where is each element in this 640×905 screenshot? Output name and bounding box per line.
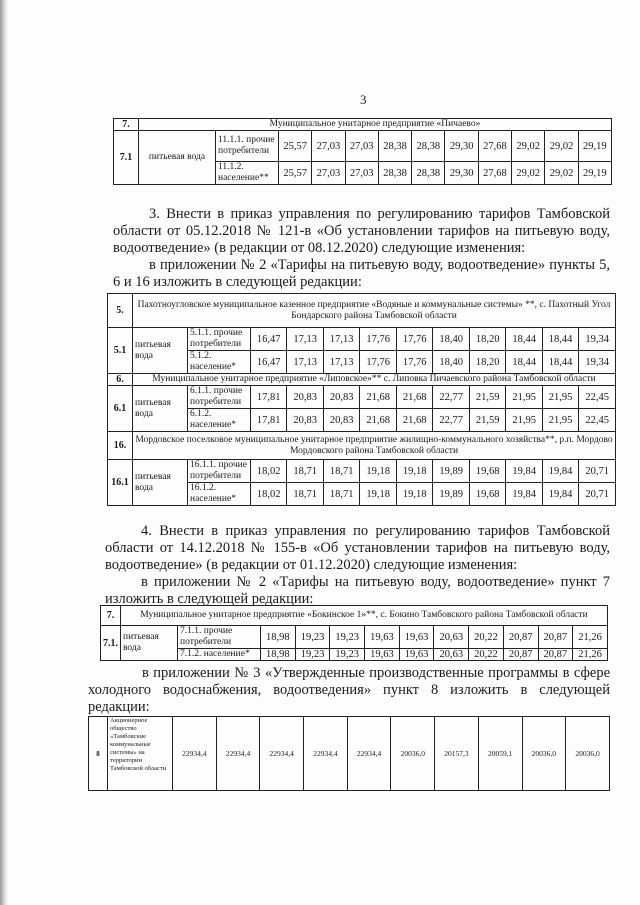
water-type-label: питьевая вода: [121, 626, 178, 661]
tariff-cell: 20,71: [579, 483, 616, 506]
tariff-cell: 17,76: [360, 351, 396, 374]
tariff-cell: 27,68: [478, 162, 511, 185]
tariff-cell: 27,03: [345, 162, 378, 185]
program-value-cell: 20036,0: [566, 717, 610, 791]
tariff-cell: 19,84: [506, 483, 542, 506]
tariff-cell: 21,68: [360, 409, 396, 432]
tariff-cell: 20,83: [323, 386, 359, 409]
tariff-cell: 18,40: [433, 351, 469, 374]
tariff-cell: 18,71: [287, 460, 323, 483]
tariff-cell: 17,76: [360, 328, 396, 351]
tariff-cell: 18,44: [542, 351, 578, 374]
tariff-cell: 22,77: [433, 409, 469, 432]
tariff-cell: 17,81: [251, 409, 287, 432]
table-row-index: 5.: [108, 294, 133, 328]
tariff-cell: 20,87: [503, 626, 538, 649]
consumer-category-label: 5.1.2. население*: [188, 351, 251, 374]
tariff-cell: 21,95: [506, 386, 542, 409]
consumer-category-label: 11.1.1. прочие потребители: [216, 131, 279, 162]
tariff-cell: 21,68: [360, 386, 396, 409]
tariff-cell: 18,40: [433, 328, 469, 351]
tariff-cell: 22,77: [433, 386, 469, 409]
tariff-cell: 21,95: [506, 409, 542, 432]
tariff-cell: 22,45: [579, 409, 616, 432]
tariff-table-bokinskoe: [100, 605, 608, 661]
tariff-cell: 19,23: [330, 626, 365, 649]
tariff-cell: 18,98: [261, 626, 296, 649]
tariff-cell: 29,19: [578, 131, 611, 162]
tariff-cell: 29,02: [512, 131, 545, 162]
tariff-cell: 17,76: [396, 351, 432, 374]
tariff-cell: 16,47: [251, 328, 287, 351]
program-value-cell: 20059,1: [478, 717, 522, 791]
organization-header: Муниципальное унитарное предприятие «Липовское»** с. Липовка Пичаевского района Тамбовской области: [133, 374, 616, 386]
tariff-cell: 19,23: [330, 649, 365, 661]
tariff-cell: 20,63: [434, 649, 469, 661]
tariff-cell: 28,38: [378, 131, 411, 162]
organization-header: Мордовское поселковое муниципальное унитарное предприятие жилищно-коммунального хозяйства**, р.п. Мордово Мордовского района Тамбовской области: [133, 432, 616, 460]
tariff-cell: 29,02: [512, 162, 545, 185]
table-row-index: 6.: [108, 374, 133, 386]
tariff-cell: 19,18: [396, 460, 432, 483]
tariff-cell: 17,13: [323, 351, 359, 374]
tariff-cell: 20,71: [579, 460, 616, 483]
tariff-cell: 19,23: [295, 649, 330, 661]
program-value-cell: 22934,4: [173, 717, 217, 791]
table-row-index: 7.1: [114, 131, 139, 185]
paragraph-3-text: 3. Внести в приказ управления по регулированию тарифов Тамбовской области от 05.12.2018 № 121-в «Об установлении тарифов на питьевую воду, водоотведение» (в редакции от 08.12.2020) следующие изменения:: [113, 206, 610, 256]
tariff-cell: 18,44: [542, 328, 578, 351]
tariff-cell: 17,13: [287, 328, 323, 351]
water-type-label: питьевая вода: [133, 328, 188, 374]
table-row-index: 7.1.: [101, 626, 121, 661]
consumer-category-label: 6.1.1. прочие потребители: [188, 386, 251, 409]
water-type-label: питьевая вода: [139, 131, 216, 185]
tariff-cell: 29,30: [445, 162, 478, 185]
tariff-cell: 22,45: [579, 386, 616, 409]
paragraph-5-text: в приложении № 3 «Утвержденные производственные программы в сфере холодного водоснабжения, водоотведения» пункт 8 изложить в следующей редакции:: [88, 665, 610, 715]
tariff-cell: 21,68: [396, 409, 432, 432]
program-value-cell: 20157,3: [435, 717, 479, 791]
tariff-cell: 19,18: [360, 483, 396, 506]
tariff-cell: 21,26: [573, 649, 608, 661]
organization-name: Акционерное общество «Тамбовские коммунальные системы» на территории Тамбовской области: [108, 717, 173, 791]
tariff-cell: 21,59: [469, 409, 505, 432]
tariff-cell: 19,84: [542, 483, 578, 506]
paragraph-3-subtext: в приложении № 2 «Тарифы на питьевую воду, водоотведение» пункты 5, 6 и 16 изложить в следующей редакции:: [113, 257, 610, 290]
tariff-cell: 19,89: [433, 483, 469, 506]
page-number: 3: [360, 92, 367, 107]
tariff-cell: 18,02: [251, 483, 287, 506]
tariff-table-5-6-16: [107, 293, 616, 506]
tariff-cell: 21,59: [469, 386, 505, 409]
tariff-cell: 18,20: [469, 351, 505, 374]
tariff-cell: 27,68: [478, 131, 511, 162]
tariff-cell: 28,38: [412, 131, 445, 162]
tariff-cell: 19,34: [579, 351, 616, 374]
tariff-cell: 20,83: [323, 409, 359, 432]
tariff-cell: 19,18: [396, 483, 432, 506]
tariff-cell: 20,87: [538, 649, 573, 661]
program-value-cell: 20036,0: [391, 717, 435, 791]
paragraph-4-subtext: в приложении № 2 «Тарифы на питьевую воду, водоотведение» пункт 7 изложить в следующей редакции:: [105, 574, 610, 607]
table-row-index: 5.1: [108, 328, 133, 374]
tariff-cell: 21,95: [542, 409, 578, 432]
tariff-cell: 20,87: [538, 626, 573, 649]
consumer-category-label: 5.1.1. прочие потребители: [188, 328, 251, 351]
tariff-cell: 21,68: [396, 386, 432, 409]
tariff-cell: 29,02: [545, 162, 578, 185]
tariff-cell: 17,76: [396, 328, 432, 351]
tariff-cell: 17,13: [287, 351, 323, 374]
tariff-cell: 18,44: [506, 328, 542, 351]
tariff-cell: 20,83: [287, 386, 323, 409]
table-row-index: 7.: [101, 606, 121, 626]
tariff-cell: 19,63: [399, 626, 434, 649]
consumer-category-label: 6.1.2. население*: [188, 409, 251, 432]
organization-header: Муниципальное унитарное предприятие «Бокинское 1»**, с. Бокино Тамбовского района Тамбовской области: [121, 606, 608, 626]
water-type-label: питьевая вода: [133, 460, 188, 506]
tariff-cell: 27,03: [312, 131, 345, 162]
tariff-cell: 18,71: [287, 483, 323, 506]
consumer-category-label: 7.1.2. население*: [178, 649, 261, 661]
tariff-cell: 19,18: [360, 460, 396, 483]
tariff-cell: 16,47: [251, 351, 287, 374]
table-row-index: 16.1: [108, 460, 133, 506]
consumer-category-label: 11.1.2. население**: [216, 162, 279, 185]
paragraph-5: [88, 665, 610, 716]
tariff-cell: 27,03: [312, 162, 345, 185]
tariff-cell: 19,23: [295, 626, 330, 649]
production-program-table: [88, 716, 610, 791]
tariff-cell: 21,95: [542, 386, 578, 409]
tariff-cell: 19,63: [365, 626, 400, 649]
tariff-cell: 20,22: [469, 649, 504, 661]
tariff-cell: 19,63: [399, 649, 434, 661]
organization-header: Пахотноугловское муниципальное казенное предприятие «Водяные и коммунальные системы» **, с. Пахотный Угол Бондарского района Тамбовской области: [133, 294, 616, 328]
consumer-category-label: 7.1.1. прочие потребители: [178, 626, 261, 649]
tariff-cell: 21,26: [573, 626, 608, 649]
program-value-cell: 22934,4: [260, 717, 304, 791]
scan-edge-shadow: [0, 0, 8, 905]
tariff-cell: 17,13: [323, 328, 359, 351]
paragraph-3: [113, 206, 610, 291]
tariff-cell: 19,68: [469, 483, 505, 506]
tariff-cell: 28,38: [412, 162, 445, 185]
table-row-index: 16.: [108, 432, 133, 460]
tariff-cell: 25,57: [279, 131, 312, 162]
table-row-index: 7.: [114, 119, 139, 131]
tariff-cell: 20,87: [503, 649, 538, 661]
tariff-cell: 19,84: [506, 460, 542, 483]
tariff-cell: 18,20: [469, 328, 505, 351]
table-row-index: 6.1: [108, 386, 133, 432]
tariff-cell: 18,44: [506, 351, 542, 374]
tariff-table-pichaevo: [113, 118, 612, 185]
program-value-cell: 22934,4: [347, 717, 391, 791]
program-value-cell: 20036,0: [522, 717, 566, 791]
tariff-cell: 18,02: [251, 460, 287, 483]
tariff-cell: 29,19: [578, 162, 611, 185]
table-row-index: 8: [89, 717, 108, 791]
tariff-cell: 27,03: [345, 131, 378, 162]
consumer-category-label: 16.1.1. прочие потребители: [188, 460, 251, 483]
tariff-cell: 20,83: [287, 409, 323, 432]
consumer-category-label: 16.1.2. население*: [188, 483, 251, 506]
tariff-cell: 29,30: [445, 131, 478, 162]
tariff-cell: 18,98: [261, 649, 296, 661]
tariff-cell: 18,71: [323, 483, 359, 506]
tariff-cell: 20,63: [434, 626, 469, 649]
organization-header: Муниципальное унитарное предприятие «Пичаево»: [139, 119, 612, 131]
tariff-cell: 19,84: [542, 460, 578, 483]
tariff-cell: 28,38: [378, 162, 411, 185]
tariff-cell: 19,68: [469, 460, 505, 483]
program-value-cell: 22934,4: [304, 717, 348, 791]
tariff-cell: 20,22: [469, 626, 504, 649]
water-type-label: питьевая вода: [133, 386, 188, 432]
tariff-cell: 19,89: [433, 460, 469, 483]
tariff-cell: 19,63: [365, 649, 400, 661]
tariff-cell: 19,34: [579, 328, 616, 351]
paragraph-4-text: 4. Внести в приказ управления по регулированию тарифов Тамбовской области от 14.12.2018 № 155-в «Об установлении тарифов на питьевую воду, водоотведение» (в редакции от 01.12.2020) следующие изменения:: [105, 523, 610, 573]
tariff-cell: 18,71: [323, 460, 359, 483]
tariff-cell: 25,57: [279, 162, 312, 185]
tariff-cell: 29,02: [545, 131, 578, 162]
program-value-cell: 22934,4: [216, 717, 260, 791]
tariff-cell: 17,81: [251, 386, 287, 409]
paragraph-4: [105, 523, 610, 608]
